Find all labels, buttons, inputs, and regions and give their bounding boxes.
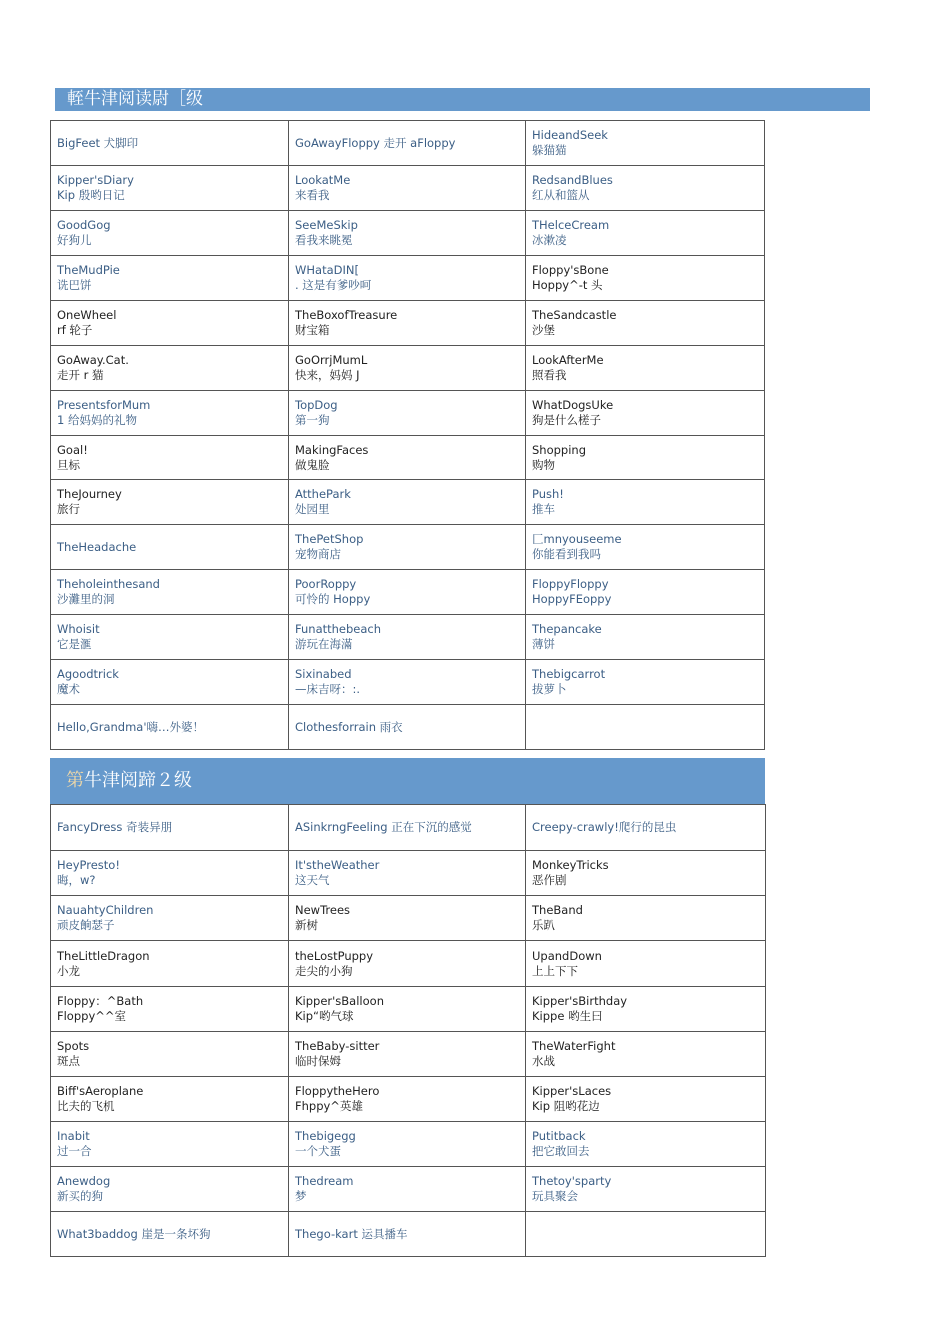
book-title-en: UpandDown [532,948,602,963]
book-cell [526,166,765,211]
book-title-en: ASinkrngFeeling 正在下沉的感觉 [295,820,472,834]
book-cell [526,525,765,570]
book-cell [289,896,526,941]
level2-title: 牛津阅蹄２级 [84,770,192,791]
book-cell [51,121,289,166]
book-cell [289,1122,526,1167]
book-title-zh: 你能看到我吗 [532,547,601,561]
book-cell [289,987,526,1032]
book-title-en: OneWheel [57,308,117,322]
book-cell [526,211,765,256]
book-cell [51,525,289,570]
table-row [51,1212,766,1257]
book-title-en: SeeMeSkip [295,218,358,232]
book-cell [289,660,526,705]
table-row [51,436,765,480]
book-title-en: Kipper'sLaces [532,1084,612,1098]
table-row [51,525,765,570]
book-title-en: Floppy：^Bath [57,994,144,1008]
book-title-en: It'stheWeather [295,858,380,872]
book-title-zh: 薄饼 [532,637,555,651]
book-title-zh: Kip“哟气球 [295,1009,354,1023]
book-title-en: Thebigegg [295,1129,356,1143]
book-title-zh: 过一合 [57,1144,92,1158]
book-title-zh: 躲猫猫 [532,143,567,157]
book-cell [51,660,289,705]
book-title-zh: Fhppy^英雄 [295,1099,363,1113]
book-title-en: Thedream [295,1174,354,1188]
book-cell [526,660,765,705]
book-cell [289,1167,526,1212]
level2-book-table [50,804,766,1257]
book-cell [526,1212,766,1257]
book-title-zh: 可怜的 Hoppy [295,592,371,606]
table-row [51,896,766,941]
book-cell [51,570,289,615]
table-row [51,851,766,896]
book-title-zh: 快来，妈妈 J [295,368,360,382]
book-title-en: Thego-kart 运具播车 [295,1226,408,1241]
book-title-en: Putitback [532,1129,586,1143]
book-title-zh: 游玩在海滿 [295,637,353,651]
book-cell [51,301,289,346]
book-cell [51,480,289,525]
book-title-en: RedsandBlues [532,173,613,187]
level2-title-first-char: 第 [66,770,84,791]
book-title-en: Agoodtrick [57,667,119,681]
book-cell [289,615,526,660]
book-title-zh: 玩具聚会 [532,1189,578,1203]
book-cell [526,436,765,480]
table-row [51,1032,766,1077]
book-title-en: ThePetShop [295,532,364,546]
book-title-en: TopDog [295,398,338,412]
book-title-zh: 拔萝卜 [532,682,567,696]
book-title-zh: 新买的狗 [57,1189,103,1203]
book-title-en: Kipper'sDiary [57,173,134,187]
book-title-en: TheBaby-sitter [295,1039,380,1053]
book-title-zh: 红从和篮从 [532,188,590,202]
book-cell [289,121,526,166]
book-cell [289,301,526,346]
book-title-en: NewTrees [295,903,351,917]
book-title-en: GoOrrjMumL [295,353,368,367]
book-cell [526,896,766,941]
book-title-en: PresentsforMum [57,398,151,412]
table-row [51,121,765,166]
book-title-en: THelceCream [532,218,610,232]
book-title-zh: 照看我 [532,368,567,382]
book-title-en: HeyPresto! [57,858,120,872]
book-title-en: theLostPuppy [295,948,374,963]
book-cell [51,211,289,256]
book-cell [526,615,765,660]
book-cell [289,1032,526,1077]
book-title-zh: 乐趴 [532,918,555,932]
book-title-zh: . 这是有爹吵呵 [295,278,372,292]
book-title-zh: 恶作剧 [532,873,567,887]
book-title-zh: 购物 [532,457,555,472]
book-cell [526,851,766,896]
book-title-zh: 它是滙 [57,637,92,651]
table-row [51,705,765,750]
table-row [51,1122,766,1167]
book-cell [526,1077,766,1122]
table-row [51,256,765,301]
book-cell [289,480,526,525]
book-title-en: Hello,Grandma'嗨…外婆！ [57,719,204,734]
book-title-zh: 新树 [295,918,318,932]
book-title-en: Anewdog [57,1174,111,1188]
book-title-zh: Floppy^^室 [57,1009,127,1023]
book-cell [526,805,766,851]
book-title-zh: Hoppy^-t 头 [532,278,603,292]
book-cell [526,121,765,166]
book-cell [526,570,765,615]
book-title-en: TheLittleDragon [57,948,150,963]
book-title-zh: 顽皮餉瑟子 [57,918,115,932]
table-row [51,301,765,346]
book-title-zh: 冰漱凌 [532,233,567,247]
book-title-en: Floppy'sBone [532,263,609,277]
book-title-en: Spots [57,1039,90,1053]
book-title-zh: 财宝箱 [295,323,330,337]
book-title-en: FloppyFloppy [532,577,609,591]
book-title-zh: 旦标 [57,457,80,472]
book-title-zh: 推车 [532,502,555,516]
book-title-zh: 晦，w? [57,873,96,887]
book-title-zh: —床吉呀：:. [295,682,361,696]
book-title-en: TheBand [532,903,583,917]
book-title-zh: 旅行 [57,502,80,516]
book-cell [51,1122,289,1167]
book-title-zh: 诜巴饼 [57,278,92,292]
level1-banner [55,88,870,111]
book-title-en: TheBoxofTreasure [295,308,398,322]
book-title-en: Sixinabed [295,667,352,681]
table-row [51,660,765,705]
table-row [51,941,766,987]
book-title-zh: 水战 [532,1054,555,1068]
book-title-en: Funatthebeach [295,622,382,636]
book-title-zh: rf 轮子 [57,323,93,337]
book-cell [526,1167,766,1212]
book-title-en: HideandSeek [532,128,608,142]
book-cell [51,1077,289,1122]
book-title-zh: 走开 r 猫 [57,368,104,382]
book-cell [51,615,289,660]
book-title-en: Biff'sAeroplane [57,1084,144,1098]
book-cell [289,1212,526,1257]
book-title-en: Theholeinthesand [57,577,160,591]
book-title-zh: 魔术 [57,682,80,696]
book-title-zh: HoppyFEoppy [532,592,612,606]
book-title-zh: 沙灘里的洞 [57,592,115,606]
book-title-en: Thebigcarrot [532,667,606,681]
book-cell [526,346,765,391]
table-row [51,570,765,615]
table-row [51,987,766,1032]
book-cell [51,346,289,391]
book-title-zh: 做鬼脸 [295,457,330,472]
book-cell [51,1032,289,1077]
table-row [51,615,765,660]
book-title-zh: 把它敢回去 [532,1144,590,1158]
book-title-zh: 好狗儿 [57,233,92,247]
book-title-zh: 第一狗 [295,413,330,427]
book-title-zh: 沙堡 [532,323,555,337]
book-title-en: Whoisit [57,622,100,636]
book-cell [289,436,526,480]
book-title-en: FloppytheHero [295,1084,380,1098]
book-cell [289,941,526,987]
book-title-zh: 走尖的小狗 [295,963,353,978]
book-title-en: Clothesforrain 雨衣 [295,719,403,734]
book-cell [289,346,526,391]
book-title-en: 匚mnyouseeme [532,532,622,546]
table-row [51,1167,766,1212]
book-title-en: TheJourney [57,487,122,501]
book-title-zh: Kippe 哟生曰 [532,1009,603,1023]
book-title-zh: Kip 殷哟日记 [57,188,125,202]
book-title-zh: 一个犬蛋 [295,1144,341,1158]
book-title-en: LookatMe [295,173,351,187]
book-cell [289,256,526,301]
book-title-en: TheSandcastle [532,308,617,322]
book-title-en: AtthePark [295,487,351,501]
book-title-en: Thepancake [532,622,602,636]
book-cell [526,705,765,750]
book-title-en: Inabit [57,1129,90,1143]
book-title-zh: 处园里 [295,502,330,516]
book-title-en: Shopping [532,442,587,457]
book-title-en: WhatDogsUke [532,398,614,412]
book-title-en: WHataDIN[ [295,263,359,277]
table-row [51,391,765,436]
book-title-zh: 1 给妈妈的礼物 [57,413,137,427]
book-title-zh: 梦 [295,1189,307,1203]
book-cell [51,705,289,750]
book-title-zh: 这天气 [295,873,330,887]
book-title-en: LookAfterMe [532,353,604,367]
book-title-en: GoodGog [57,218,111,232]
book-title-en: TheMudPie [57,263,120,277]
book-cell [289,525,526,570]
book-cell [289,1077,526,1122]
level2-banner [50,758,765,804]
book-title-en: Kipper'sBirthday [532,994,628,1008]
book-title-en: GoAway.Cat. [57,353,129,367]
book-cell [51,1212,289,1257]
book-title-zh: 宠物商店 [295,547,341,561]
book-cell [51,436,289,480]
book-title-zh: 看我来眺冕 [295,233,353,247]
book-title-zh: 狗是什么槎子 [532,413,601,427]
level1-book-table [50,120,765,750]
book-cell [51,391,289,436]
book-title-en: Creepy-crawly!爬行的昆虫 [532,820,677,834]
book-cell [526,941,766,987]
book-title-en: GoAwayFloppy 走开 aFloppy [295,135,456,150]
table-row [51,211,765,256]
book-cell [51,256,289,301]
book-cell [289,570,526,615]
book-title-en: NauahtyChildren [57,903,154,917]
book-title-en: FancyDress 奇装异朋 [57,820,173,834]
book-cell [526,1032,766,1077]
book-cell [526,391,765,436]
book-title-zh: 临时保姆 [295,1054,341,1068]
book-title-zh: 小龙 [57,963,80,978]
book-title-en: Thetoy'sparty [532,1174,612,1188]
book-cell [526,1122,766,1167]
book-cell [289,166,526,211]
book-cell [526,480,765,525]
book-cell [51,987,289,1032]
book-cell [289,391,526,436]
book-title-en: TheWaterFight [532,1039,616,1053]
book-cell [289,851,526,896]
book-cell [289,805,526,851]
book-title-zh: Kip 阻哟花边 [532,1099,600,1113]
book-cell [51,941,289,987]
table-row [51,1077,766,1122]
table-row [51,805,766,851]
table-row [51,166,765,211]
book-title-en: Kipper'sBalloon [295,994,384,1008]
book-title-en: MakingFaces [295,442,369,457]
book-title-en: PoorRoppy [295,577,357,591]
book-cell [289,705,526,750]
book-cell [51,166,289,211]
book-cell [51,851,289,896]
book-cell [526,987,766,1032]
table-row [51,346,765,391]
book-title-en: MonkeyTricks [532,858,609,872]
book-title-en: Goal! [57,442,88,457]
book-title-en: What3baddog 崖是一条坏狗 [57,1226,211,1241]
level1-title: 輊牛津阅读尉［级 [67,89,203,109]
book-cell [526,256,765,301]
book-title-en: TheHeadache [57,539,137,554]
table-row [51,480,765,525]
book-title-zh: 来看我 [295,188,330,202]
book-title-zh: 上上下下 [532,963,578,978]
book-cell [526,301,765,346]
book-cell [289,211,526,256]
book-title-en: Push! [532,487,564,501]
book-title-zh: 斑点 [57,1054,80,1068]
book-cell [51,896,289,941]
book-cell [51,1167,289,1212]
book-title-en: BigFeet 犬脚印 [57,135,139,150]
book-title-zh: 比夫的飞机 [57,1099,115,1113]
book-cell [51,805,289,851]
